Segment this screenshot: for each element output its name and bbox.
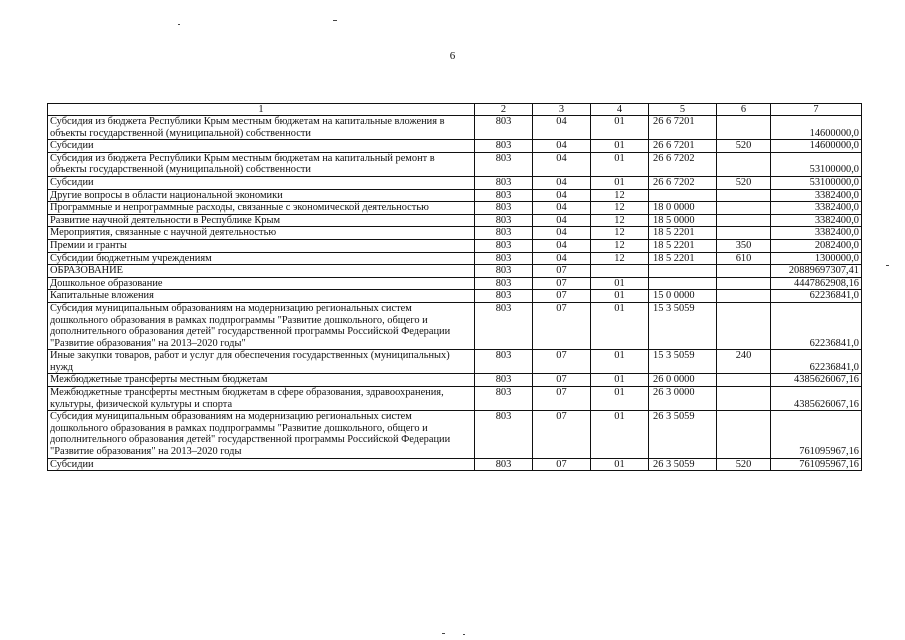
table-row <box>48 140 862 153</box>
row-target-cell: 15 0 0000 <box>649 290 717 303</box>
row-amount-cell: 1300000,0 <box>771 252 862 265</box>
row-subsection-cell <box>591 265 649 278</box>
row-target-cell: 18 5 2201 <box>649 227 717 240</box>
row-target-cell: 18 5 0000 <box>649 214 717 227</box>
row-subsection-cell: 01 <box>591 458 649 471</box>
row-code-cell: 803 <box>475 290 533 303</box>
row-code-cell: 803 <box>475 387 533 411</box>
table-row <box>48 189 862 202</box>
budget-table <box>47 103 862 471</box>
row-section-cell: 04 <box>533 252 591 265</box>
row-section-cell: 07 <box>533 265 591 278</box>
row-expense-type-cell <box>717 265 771 278</box>
row-code-cell: 803 <box>475 140 533 153</box>
row-subsection-cell: 01 <box>591 176 649 189</box>
row-subsection-cell: 12 <box>591 252 649 265</box>
row-expense-type-cell <box>717 202 771 215</box>
header-cell-4: 4 <box>591 104 649 116</box>
row-section-cell: 07 <box>533 411 591 458</box>
row-amount-cell: 3382400,0 <box>771 227 862 240</box>
row-target-cell <box>649 277 717 290</box>
row-code-cell: 803 <box>475 411 533 458</box>
row-code-cell: 803 <box>475 189 533 202</box>
table-row <box>48 252 862 265</box>
row-target-cell: 26 0 0000 <box>649 374 717 387</box>
header-cell-2: 2 <box>475 104 533 116</box>
table-row <box>48 239 862 252</box>
row-amount-cell: 53100000,0 <box>771 152 862 176</box>
row-name-cell: Развитие научной деятельности в Республике Крым <box>48 214 475 227</box>
row-expense-type-cell <box>717 302 771 349</box>
table-row <box>48 116 862 140</box>
row-code-cell: 803 <box>475 202 533 215</box>
row-section-cell: 04 <box>533 116 591 140</box>
row-amount-cell: 4385626067,16 <box>771 387 862 411</box>
row-expense-type-cell <box>717 411 771 458</box>
row-subsection-cell: 01 <box>591 302 649 349</box>
row-amount-cell: 3382400,0 <box>771 189 862 202</box>
row-expense-type-cell <box>717 214 771 227</box>
row-name-cell: Премии и гранты <box>48 239 475 252</box>
row-target-cell: 18 5 2201 <box>649 252 717 265</box>
row-expense-type-cell: 520 <box>717 458 771 471</box>
row-subsection-cell: 01 <box>591 387 649 411</box>
row-target-cell <box>649 265 717 278</box>
row-name-cell: Межбюджетные трансферты местным бюджетам в сфере образования, здравоохранения, культуры, физической культуры и спорта <box>48 387 475 411</box>
row-expense-type-cell: 240 <box>717 350 771 374</box>
scan-speck <box>333 20 337 21</box>
row-name-cell: Межбюджетные трансферты местным бюджетам <box>48 374 475 387</box>
row-subsection-cell: 01 <box>591 277 649 290</box>
row-amount-cell: 14600000,0 <box>771 116 862 140</box>
row-amount-cell: 4385626067,16 <box>771 374 862 387</box>
row-name-cell: Субсидии <box>48 458 475 471</box>
row-section-cell: 04 <box>533 152 591 176</box>
table-row <box>48 302 862 349</box>
row-name-cell: Субсидия муниципальным образованиям на модернизацию региональных систем дошкольного образования в рамках подпрограммы "Развитие дошкольного, общего и дополнительного образования детей" государственной программы Российской Федерации "Развитие образования" на 2013–2020 годы <box>48 411 475 458</box>
table-row <box>48 411 862 458</box>
table-row <box>48 227 862 240</box>
row-name-cell: Мероприятия, связанные с научной деятельностью <box>48 227 475 240</box>
row-subsection-cell: 01 <box>591 411 649 458</box>
row-code-cell: 803 <box>475 176 533 189</box>
row-code-cell: 803 <box>475 227 533 240</box>
row-code-cell: 803 <box>475 458 533 471</box>
row-subsection-cell: 12 <box>591 239 649 252</box>
row-code-cell: 803 <box>475 302 533 349</box>
row-target-cell: 26 3 5059 <box>649 411 717 458</box>
row-amount-cell: 20889697307,41 <box>771 265 862 278</box>
page-number: 6 <box>449 50 456 62</box>
row-section-cell: 04 <box>533 202 591 215</box>
row-amount-cell: 62236841,0 <box>771 302 862 349</box>
row-target-cell: 26 3 0000 <box>649 387 717 411</box>
row-target-cell: 15 3 5059 <box>649 302 717 349</box>
row-subsection-cell: 01 <box>591 350 649 374</box>
row-section-cell: 04 <box>533 227 591 240</box>
row-name-cell: Программные и непрограммные расходы, связанные с экономической деятельностью <box>48 202 475 215</box>
row-target-cell: 26 6 7202 <box>649 176 717 189</box>
row-section-cell: 04 <box>533 214 591 227</box>
row-name-cell: Субсидия из бюджета Республики Крым местным бюджетам на капитальный ремонт в объекты государственной (муниципальной) собственности <box>48 152 475 176</box>
row-code-cell: 803 <box>475 277 533 290</box>
row-subsection-cell: 01 <box>591 152 649 176</box>
row-target-cell: 26 6 7201 <box>649 116 717 140</box>
row-code-cell: 803 <box>475 265 533 278</box>
row-name-cell: Капитальные вложения <box>48 290 475 303</box>
table-row <box>48 387 862 411</box>
header-cell-1: 1 <box>48 104 475 116</box>
row-code-cell: 803 <box>475 374 533 387</box>
row-amount-cell: 4447862908,16 <box>771 277 862 290</box>
row-expense-type-cell <box>717 290 771 303</box>
row-amount-cell: 53100000,0 <box>771 176 862 189</box>
table-row <box>48 265 862 278</box>
row-name-cell: Субсидия муниципальным образованиям на модернизацию региональных систем дошкольного образования в рамках подпрограммы "Развитие дошкольного, общего и дополнительного образования детей" государственной программы Российской Федерации "Развитие образования" на 2013–2020 годы" <box>48 302 475 349</box>
row-code-cell: 803 <box>475 214 533 227</box>
scan-speck <box>178 24 180 25</box>
row-target-cell: 26 6 7201 <box>649 140 717 153</box>
table-row <box>48 277 862 290</box>
row-expense-type-cell <box>717 152 771 176</box>
row-amount-cell: 62236841,0 <box>771 290 862 303</box>
row-code-cell: 803 <box>475 239 533 252</box>
row-target-cell: 18 0 0000 <box>649 202 717 215</box>
row-expense-type-cell: 350 <box>717 239 771 252</box>
row-target-cell: 26 6 7202 <box>649 152 717 176</box>
row-amount-cell: 3382400,0 <box>771 214 862 227</box>
row-expense-type-cell <box>717 387 771 411</box>
row-amount-cell: 14600000,0 <box>771 140 862 153</box>
row-target-cell: 26 3 5059 <box>649 458 717 471</box>
row-code-cell: 803 <box>475 252 533 265</box>
row-section-cell: 04 <box>533 239 591 252</box>
row-section-cell: 07 <box>533 290 591 303</box>
row-expense-type-cell <box>717 277 771 290</box>
row-section-cell: 07 <box>533 374 591 387</box>
row-expense-type-cell <box>717 189 771 202</box>
row-name-cell: Субсидии <box>48 140 475 153</box>
table-row <box>48 290 862 303</box>
row-subsection-cell: 12 <box>591 189 649 202</box>
row-subsection-cell: 01 <box>591 116 649 140</box>
row-section-cell: 04 <box>533 140 591 153</box>
row-amount-cell: 761095967,16 <box>771 458 862 471</box>
row-expense-type-cell <box>717 374 771 387</box>
table-row <box>48 152 862 176</box>
table-row <box>48 350 862 374</box>
row-amount-cell: 3382400,0 <box>771 202 862 215</box>
row-section-cell: 07 <box>533 350 591 374</box>
header-cell-7: 7 <box>771 104 862 116</box>
row-subsection-cell: 01 <box>591 374 649 387</box>
row-section-cell: 07 <box>533 458 591 471</box>
row-section-cell: 07 <box>533 277 591 290</box>
row-expense-type-cell <box>717 227 771 240</box>
row-target-cell: 18 5 2201 <box>649 239 717 252</box>
row-subsection-cell: 12 <box>591 227 649 240</box>
row-name-cell: Иные закупки товаров, работ и услуг для обеспечения государственных (муниципальных) нужд <box>48 350 475 374</box>
row-expense-type-cell: 520 <box>717 176 771 189</box>
header-cell-3: 3 <box>533 104 591 116</box>
row-subsection-cell: 12 <box>591 214 649 227</box>
row-expense-type-cell: 610 <box>717 252 771 265</box>
row-expense-type-cell <box>717 116 771 140</box>
scan-speck <box>463 634 465 635</box>
row-name-cell: Субсидия из бюджета Республики Крым местным бюджетам на капитальные вложения в объекты государственной (муниципальной) собственности <box>48 116 475 140</box>
header-cell-5: 5 <box>649 104 717 116</box>
row-subsection-cell: 01 <box>591 140 649 153</box>
table-row <box>48 214 862 227</box>
row-amount-cell: 62236841,0 <box>771 350 862 374</box>
row-name-cell: Субсидии <box>48 176 475 189</box>
row-name-cell: Другие вопросы в области национальной экономики <box>48 189 475 202</box>
row-amount-cell: 761095967,16 <box>771 411 862 458</box>
row-name-cell: Субсидии бюджетным учреждениям <box>48 252 475 265</box>
row-target-cell: 15 3 5059 <box>649 350 717 374</box>
row-code-cell: 803 <box>475 152 533 176</box>
scan-speck <box>886 265 889 266</box>
row-expense-type-cell: 520 <box>717 140 771 153</box>
header-cell-6: 6 <box>717 104 771 116</box>
row-section-cell: 07 <box>533 387 591 411</box>
table-row <box>48 202 862 215</box>
row-section-cell: 04 <box>533 176 591 189</box>
row-section-cell: 07 <box>533 302 591 349</box>
row-amount-cell: 2082400,0 <box>771 239 862 252</box>
row-code-cell: 803 <box>475 350 533 374</box>
row-section-cell: 04 <box>533 189 591 202</box>
scan-speck <box>442 633 445 634</box>
row-target-cell <box>649 189 717 202</box>
row-name-cell: Дошкольное образование <box>48 277 475 290</box>
row-name-cell: ОБРАЗОВАНИЕ <box>48 265 475 278</box>
table-header-row <box>48 104 862 116</box>
row-subsection-cell: 12 <box>591 202 649 215</box>
row-code-cell: 803 <box>475 116 533 140</box>
table-row <box>48 176 862 189</box>
row-subsection-cell: 01 <box>591 290 649 303</box>
table-row <box>48 458 862 471</box>
table-row <box>48 374 862 387</box>
